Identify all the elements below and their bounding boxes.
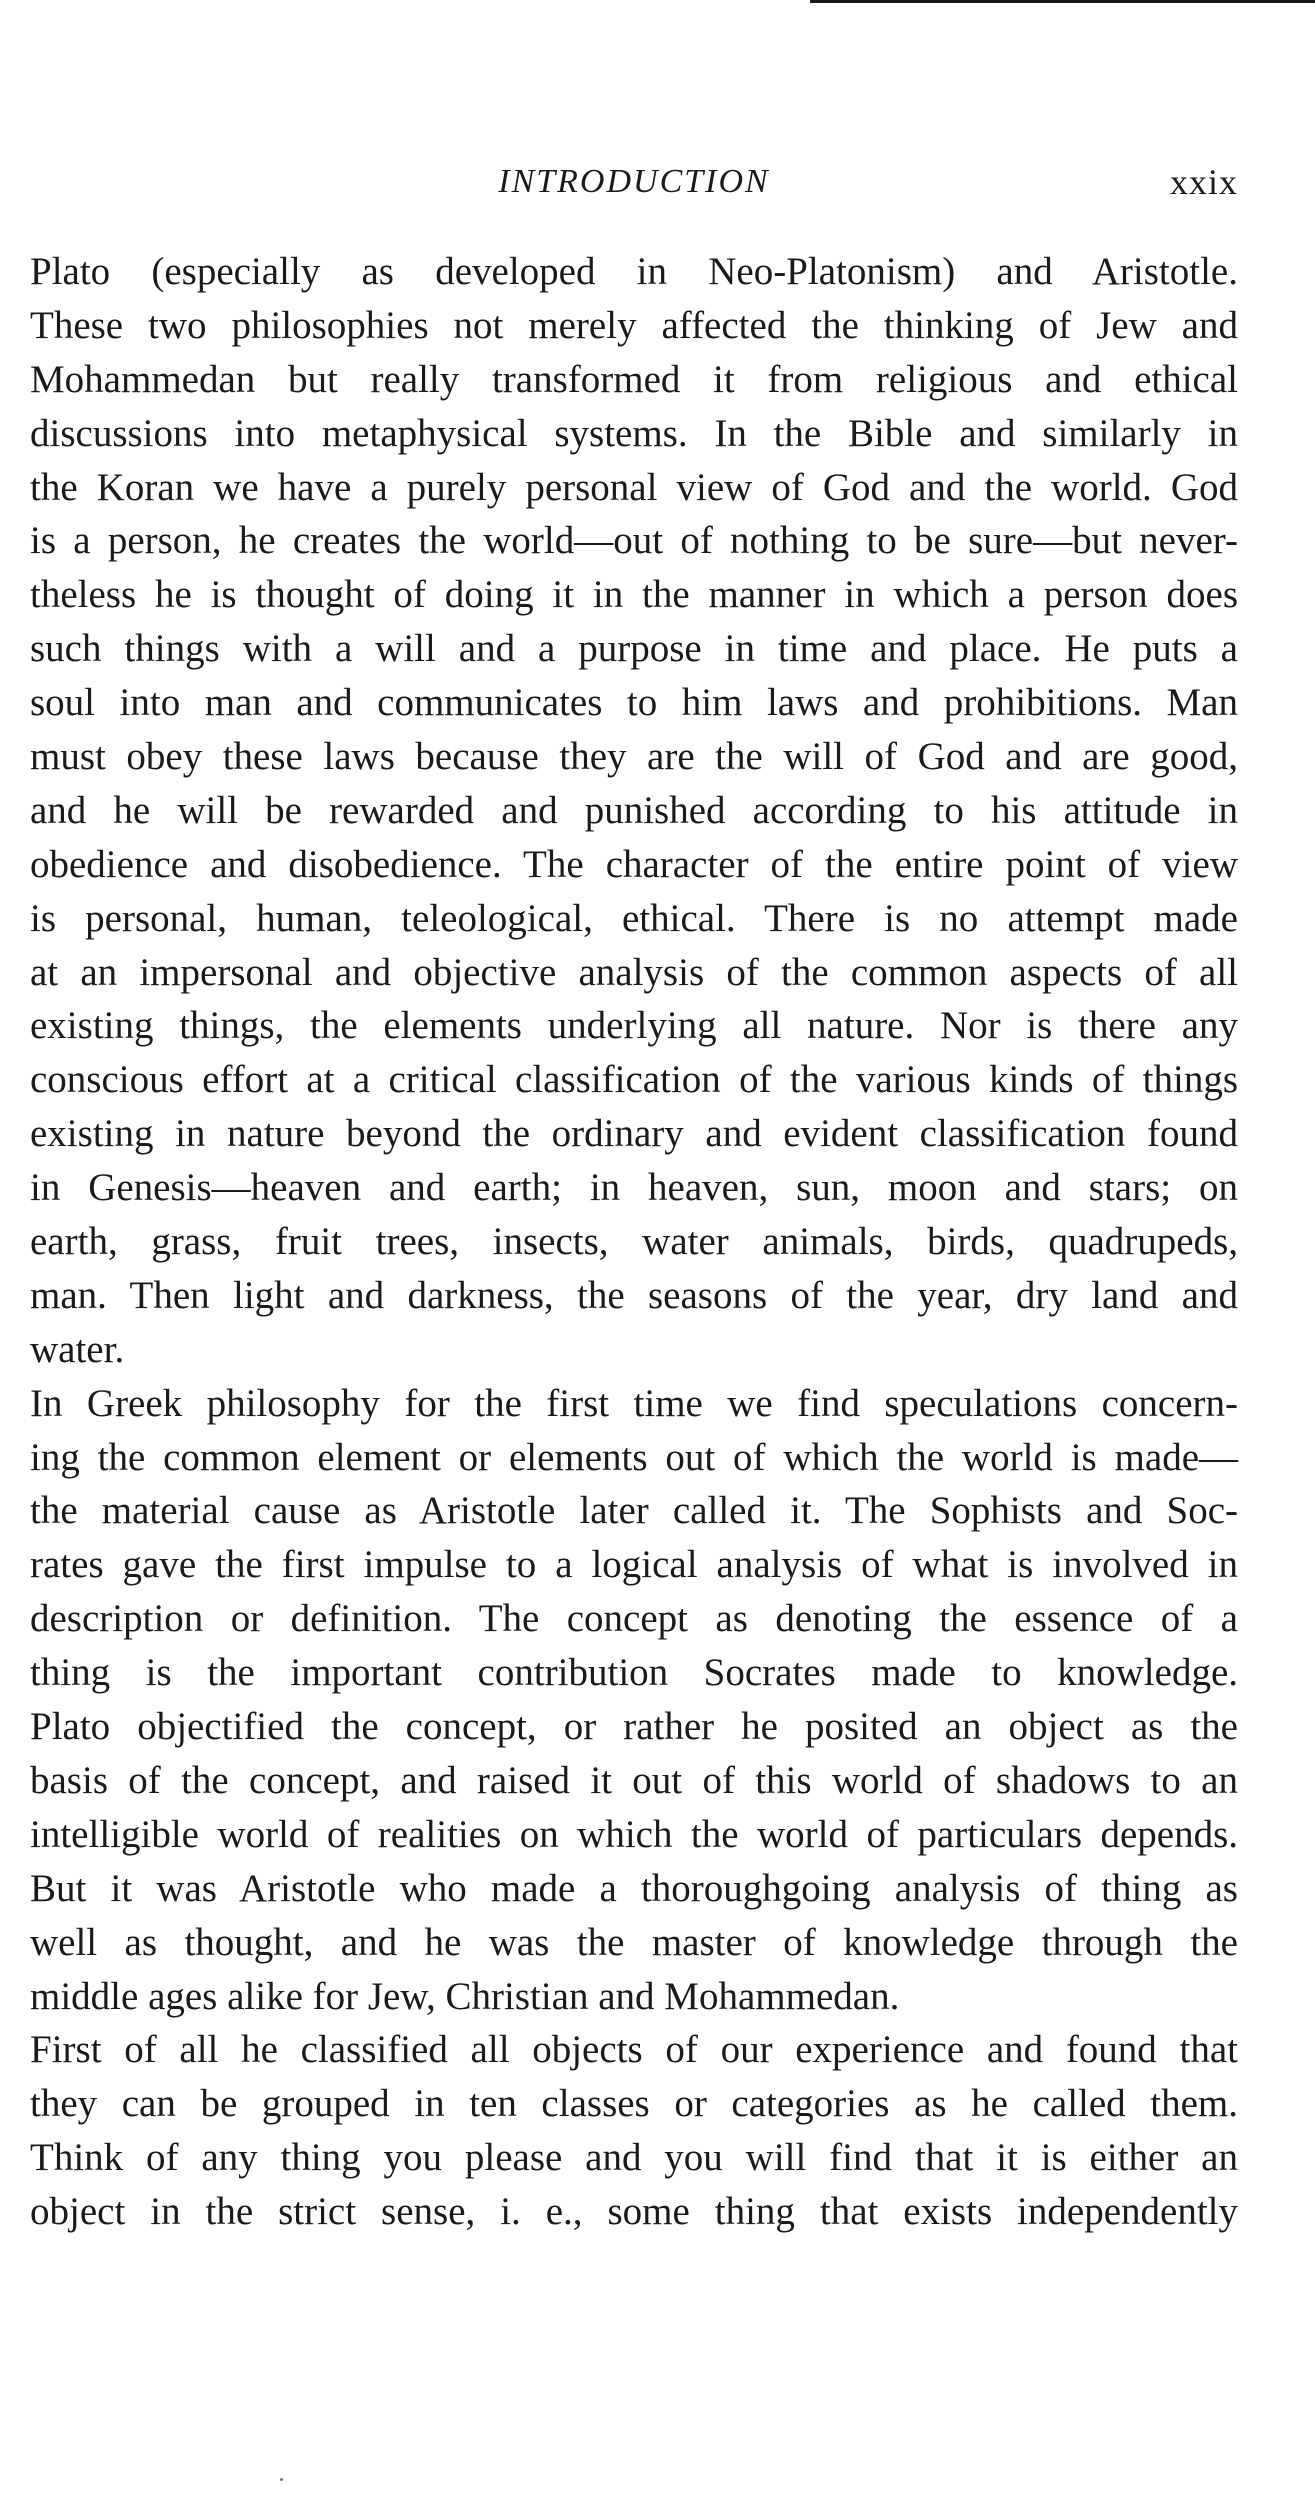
text-line: But it was Aristotle who made a thoroughgoing analysis of thing as [30,1866,1238,1910]
text-line: ing the common element or elements out of which the world is made— [30,1435,1238,1479]
text-line: at an impersonal and objective analysis of the common aspects of all [30,950,1238,994]
text-line: soul into man and communicates to him laws and prohibitions. Man [30,681,1238,725]
text-line: middle ages alike for Jew, Christian and Mohammedan. [30,1974,900,2018]
text-line: Mohammedan but really transformed it from religious and ethical [30,357,1238,401]
text-line: Think of any thing you please and you will find that it is either an [30,2136,1238,2180]
text-line: existing things, the elements underlying all nature. Nor is there any [30,1004,1238,1048]
text-line: object in the strict sense, i. e., some thing that exists independently [30,2190,1238,2234]
paragraph-1 [30,245,1238,1377]
top-edge-rule [810,0,1315,3]
text-line: thing is the important contribution Socrates made to knowledge. [30,1651,1238,1695]
text-line: obedience and disobedience. The character of the entire point of view [30,842,1238,886]
text-line: These two philosophies not merely affected the thinking of Jew and [30,303,1238,347]
page-speck [280,2478,283,2481]
body-text [30,245,1238,2239]
text-line: discussions into metaphysical systems. In the Bible and similarly in [30,411,1238,455]
text-line: the Koran we have a purely personal view of God and the world. God [30,465,1238,509]
text-line: in Genesis—heaven and earth; in heaven, sun, moon and stars; on [30,1166,1238,1210]
paragraph-3 [30,2023,1238,2239]
text-line: existing in nature beyond the ordinary and evident classification found [30,1112,1238,1156]
text-line: water. [30,1327,125,1371]
text-line: Plato objectified the concept, or rather he posited an object as the [30,1705,1238,1749]
running-title: INTRODUCTION [498,163,770,200]
text-line: basis of the concept, and raised it out of this world of shadows to an [30,1758,1238,1802]
text-line: such things with a will and a purpose in time and place. He puts a [30,627,1238,671]
text-line: rates gave the first impulse to a logical analysis of what is involved in [30,1543,1238,1587]
text-line: man. Then light and darkness, the seasons of the year, dry land and [30,1273,1238,1317]
text-line: the material cause as Aristotle later called it. The Sophists and Soc- [30,1489,1238,1533]
text-line: description or definition. The concept as denoting the essence of a [30,1597,1238,1641]
page-number: xxix [1169,162,1238,202]
text-line: is personal, human, teleological, ethical. There is no attempt made [30,896,1238,940]
text-line: In Greek philosophy for the first time we find speculations concern- [30,1381,1238,1425]
text-line: must obey these laws because they are the will of God and are good, [30,735,1238,779]
text-line: Plato (especially as developed in Neo-Platonism) and Aristotle. [30,250,1238,293]
text-line: First of all he classified all objects of our experience and found that [30,2028,1238,2072]
text-line: well as thought, and he was the master of knowledge through the [30,1920,1238,1964]
running-head [30,160,1238,204]
text-line: theless he is thought of doing it in the manner in which a person does [30,573,1238,617]
text-line: and he will be rewarded and punished according to his attitude in [30,788,1238,832]
paragraph-2 [30,1377,1238,2024]
text-line: conscious effort at a critical classification of the various kinds of things [30,1058,1238,1102]
text-line: intelligible world of realities on which the world of particulars depends. [30,1812,1238,1856]
text-line: earth, grass, fruit trees, insects, water animals, birds, quadrupeds, [30,1220,1238,1264]
text-line: is a person, he creates the world—out of nothing to be sure—but never- [30,519,1238,563]
text-line: they can be grouped in ten classes or categories as he called them. [30,2082,1238,2126]
